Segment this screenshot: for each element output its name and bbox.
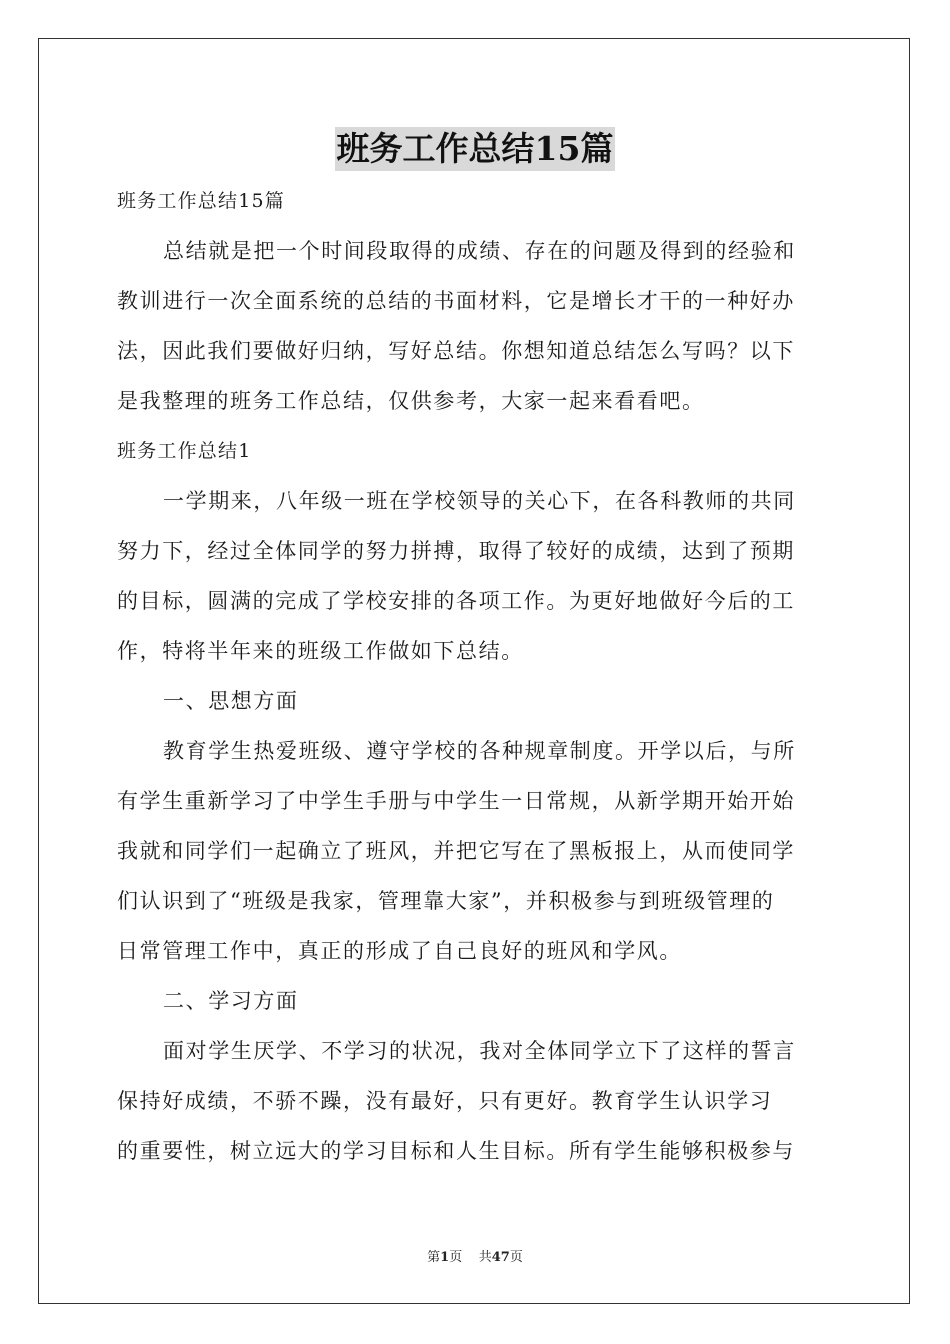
total-page-count: 47 [491,1250,510,1265]
text-line: 一学期来，八年级一班在学校领导的关心下，在各科教师的共同 [163,489,796,513]
total-suffix: 页 [509,1250,523,1265]
text-line: 一、思想方面 [163,689,299,713]
document-title: 班务工作总结15篇 [335,127,616,171]
text-line: 日常管理工作中，真正的形成了自己良好的班风和学风。 [117,939,682,963]
section-heading: 班务工作总结1 [117,440,252,462]
text-line: 教训进行一次全面系统的总结的书面材料，它是增长才干的一种好办 [117,289,795,313]
text-line: 是我整理的班务工作总结，仅供参考，大家一起来看看吧。 [117,389,705,413]
page-footer [0,1246,950,1265]
section-heading: 班务工作总结15篇 [117,190,285,212]
text-line: 总结就是把一个时间段取得的成绩、存在的问题及得到的经验和 [163,239,796,263]
total-prefix: 共 [478,1250,492,1265]
text-line: 保持好成绩，不骄不躁，没有最好，只有更好。教育学生认识学习 [117,1089,773,1113]
text-line: 们认识到了“班级是我家，管理靠大家”，并积极参与到班级管理的 [117,889,775,913]
page-prefix: 第 [427,1250,441,1265]
text-line: 二、学习方面 [163,989,299,1013]
title-wrapper [0,127,950,171]
text-line: 教育学生热爱班级、遵守学校的各种规章制度。开学以后，与所 [163,739,796,763]
page-suffix: 页 [449,1250,463,1265]
text-line: 我就和同学们一起确立了班风，并把它写在了黑板报上，从而使同学 [117,839,795,863]
text-line: 面对学生厌学、不学习的状况，我对全体同学立下了这样的誓言 [163,1039,796,1063]
text-line: 努力下，经过全体同学的努力拼搏，取得了较好的成绩，达到了预期 [117,539,795,563]
document-body [117,176,833,1176]
text-line: 法，因此我们要做好归纳，写好总结。你想知道总结怎么写吗？以下 [117,339,795,363]
text-line: 的目标，圆满的完成了学校安排的各项工作。为更好地做好今后的工 [117,589,795,613]
text-line: 有学生重新学习了中学生手册与中学生一日常规，从新学期开始开始 [117,789,795,813]
current-page-number: 1 [440,1250,450,1265]
text-line: 的重要性，树立远大的学习目标和人生目标。所有学生能够积极参与 [117,1139,795,1163]
text-line: 作，特将半年来的班级工作做如下总结。 [117,639,524,663]
